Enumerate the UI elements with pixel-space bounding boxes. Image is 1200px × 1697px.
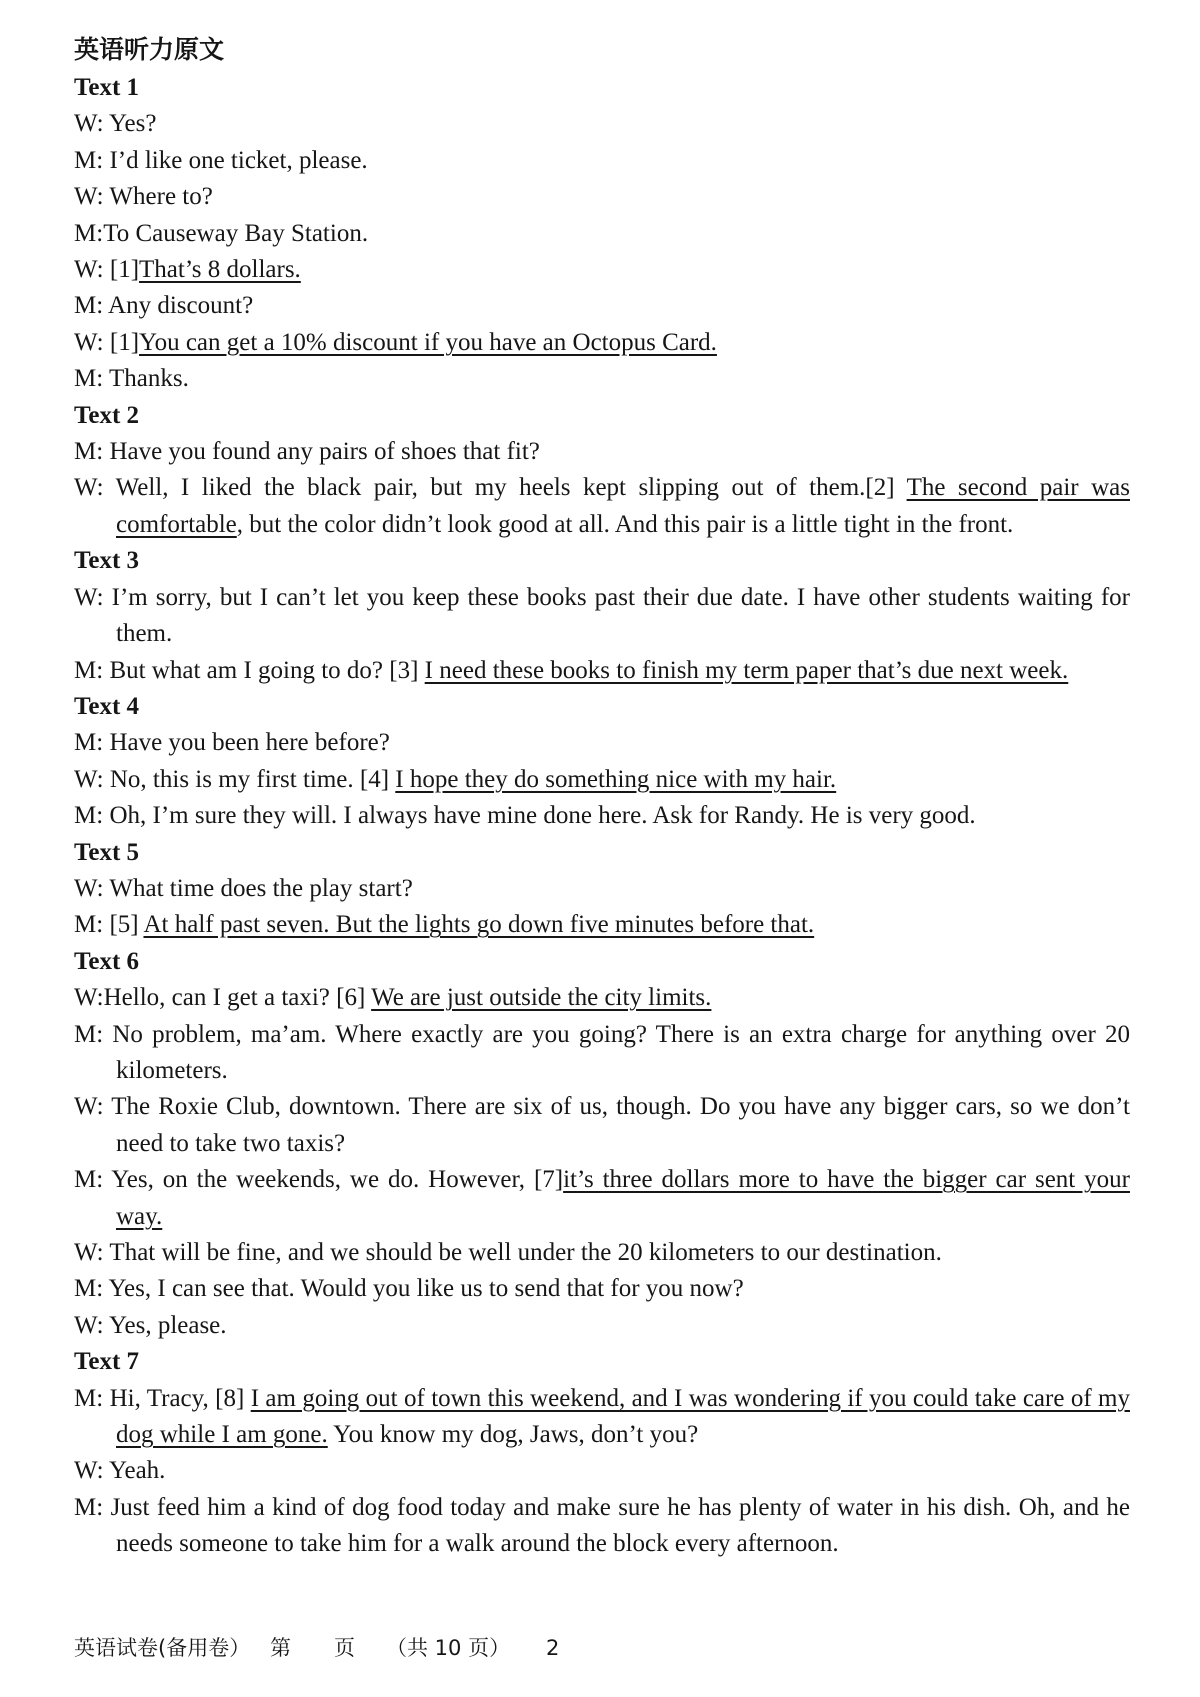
speaker-label: M:	[74, 365, 109, 393]
speaker-label: M:	[74, 1384, 110, 1412]
dialogue-line	[74, 288, 1130, 324]
text-section	[74, 689, 1130, 835]
speaker-label: M:	[74, 1275, 109, 1303]
dialogue-text: , but the color didn’t look good at all. And this pair is a little tight in the front.	[236, 510, 1014, 538]
speaker-label: M:	[74, 729, 110, 757]
speaker-label: M:	[74, 802, 110, 830]
dialogue-text: No, this is my first time. [4]	[109, 765, 396, 793]
speaker-label: M:	[74, 911, 110, 939]
dialogue-text: Well, I liked the black pair, but my heels kept slipping out of them.[2]	[115, 474, 907, 502]
answer-underline-text: it’s three dollars more to have the bigger car sent your way.	[116, 1166, 1130, 1230]
speaker-label: M:	[74, 656, 110, 684]
text-section	[74, 398, 1130, 544]
dialogue-line	[74, 216, 1130, 252]
speaker-label: W:	[74, 1093, 112, 1121]
dialogue-text: Where to?	[109, 183, 213, 211]
dialogue-line	[74, 179, 1130, 215]
speaker-label: M:	[74, 438, 110, 466]
speaker-label: W:	[74, 110, 109, 138]
dialogue-line	[74, 1308, 1130, 1344]
dialogue-line	[74, 1089, 1130, 1162]
dialogue-text: Thanks.	[108, 365, 189, 393]
dialogue-line	[74, 252, 1130, 288]
text-heading: Text 1	[74, 74, 140, 101]
dialogue-line	[74, 798, 1130, 834]
transcript-page	[74, 32, 1130, 1563]
dialogue-text: I’m sorry, but I can’t let you keep these books past their due date. I have other students waiting for them.	[111, 583, 1130, 648]
dialogue-line	[74, 434, 1130, 470]
dialogue-text: That will be fine, and we should be well under the 20 kilometers to our destination.	[109, 1239, 942, 1266]
speaker-label: M:	[74, 219, 104, 247]
dialogue-text: Yes, on the weekends, we do. However, [7]	[111, 1166, 564, 1194]
speaker-label: M:	[74, 1166, 112, 1194]
speaker-label: M:	[74, 146, 110, 174]
footer-di-label: 第	[270, 1636, 291, 1660]
dialogue-line	[74, 470, 1130, 543]
answer-underline-text: I hope they do something nice with my hair.	[395, 765, 837, 793]
speaker-label: W:	[74, 1311, 109, 1339]
dialogue-line	[74, 1017, 1130, 1090]
dialogue-text: You know my dog, Jaws, don’t you?	[327, 1421, 699, 1449]
speaker-label: W:	[74, 474, 116, 502]
dialogue-text: [1]	[109, 256, 140, 284]
dialogue-line	[74, 980, 1130, 1016]
footer-page-number: 2	[546, 1636, 560, 1660]
answer-underline-text: I need these books to finish my term paper that’s due next week.	[424, 656, 1069, 684]
text-section	[74, 944, 1130, 1344]
dialogue-line	[74, 1235, 1130, 1271]
transcript-body	[74, 70, 1130, 1563]
text-section	[74, 835, 1130, 944]
dialogue-line	[74, 106, 1130, 142]
text-section	[74, 543, 1130, 689]
speaker-label: M:	[74, 1020, 113, 1048]
dialogue-line	[74, 653, 1130, 689]
dialogue-text: Oh, I’m sure they will. I always have mine done here. Ask for Randy. He is very good.	[109, 802, 976, 830]
document-title: 英语听力原文	[74, 35, 225, 64]
text-heading: Text 7	[74, 1348, 140, 1376]
text-heading: Text 4	[74, 692, 140, 720]
dialogue-text: Any discount?	[108, 292, 254, 320]
dialogue-line	[74, 143, 1130, 179]
speaker-label: W:	[74, 328, 110, 356]
text-section	[74, 1344, 1130, 1562]
speaker-label: W:	[74, 1239, 110, 1266]
dialogue-line	[74, 725, 1130, 761]
dialogue-text: No problem, ma’am. Where exactly are you going? There is an extra charge for anything over 20 kilometers.	[112, 1020, 1130, 1084]
footer-paper-name: 英语试卷(备用卷）	[74, 1636, 251, 1660]
dialogue-text: Have you found any pairs of shoes that fit?	[109, 438, 540, 466]
dialogue-text: Yes, I can see that. Would you like us to send that for you now?	[108, 1275, 744, 1303]
dialogue-text: Yes?	[108, 110, 157, 138]
answer-underline-text: We are just outside the city limits.	[371, 984, 712, 1012]
text-heading: Text 5	[74, 838, 140, 866]
dialogue-line	[74, 1381, 1130, 1454]
answer-underline-text: You can get a 10% discount if you have an Octopus Card.	[139, 328, 717, 356]
dialogue-text: I’d like one ticket, please.	[109, 146, 368, 174]
dialogue-text: What time does the play start?	[109, 874, 413, 902]
speaker-label: M:	[74, 292, 109, 320]
dialogue-line	[74, 325, 1130, 361]
answer-underline-text: The second pair was comfortable	[116, 474, 1130, 538]
speaker-label: W:	[74, 1457, 109, 1485]
footer-ye-label: 页	[334, 1636, 355, 1660]
text-heading: Text 2	[74, 401, 140, 429]
dialogue-line	[74, 907, 1130, 943]
speaker-label: W:	[74, 256, 110, 284]
dialogue-text: Yes, please.	[108, 1311, 227, 1339]
dialogue-text: Have you been here before?	[109, 729, 390, 757]
dialogue-line	[74, 580, 1130, 653]
dialogue-text: The Roxie Club, downtown. There are six of us, though. Do you have any bigger cars, so we don’t need to take two taxis?	[111, 1093, 1130, 1157]
answer-underline-text: At half past seven. But the lights go down five minutes before that.	[143, 911, 815, 939]
dialogue-line	[74, 361, 1130, 397]
answer-underline-text: That’s 8 dollars.	[139, 256, 301, 284]
dialogue-text: Yeah.	[108, 1457, 166, 1485]
dialogue-text: Hi, Tracy, [8]	[109, 1384, 251, 1412]
speaker-label: W:	[74, 874, 110, 902]
dialogue-text: But what am I going to do? [3]	[109, 656, 425, 684]
text-heading: Text 3	[74, 547, 140, 575]
answer-underline-text: I am going out of town this weekend, and I was wondering if you could take care of my dog while I am gone.	[116, 1384, 1130, 1449]
dialogue-line	[74, 762, 1130, 798]
dialogue-text: [5]	[109, 911, 144, 939]
dialogue-line	[74, 1271, 1130, 1307]
dialogue-line	[74, 1162, 1130, 1235]
speaker-label: W:	[74, 583, 112, 611]
text-heading: Text 6	[74, 947, 140, 975]
speaker-label: M:	[74, 1493, 111, 1521]
speaker-label: W:	[74, 765, 110, 793]
dialogue-text: Just feed him a kind of dog food today and make sure he has plenty of water in his dish. Oh, and he needs someone to take him for a walk around the block every afternoon.	[110, 1493, 1130, 1558]
dialogue-text: Hello, can I get a taxi? [6]	[103, 984, 372, 1012]
speaker-label: W:	[74, 984, 104, 1012]
dialogue-text: To Causeway Bay Station.	[103, 219, 369, 247]
speaker-label: W:	[74, 183, 110, 211]
dialogue-text: [1]	[109, 328, 140, 356]
dialogue-line	[74, 1490, 1130, 1563]
footer-total-pages: （共 10 页）	[386, 1636, 511, 1660]
text-section	[74, 70, 1130, 398]
dialogue-line	[74, 871, 1130, 907]
dialogue-line	[74, 1453, 1130, 1489]
